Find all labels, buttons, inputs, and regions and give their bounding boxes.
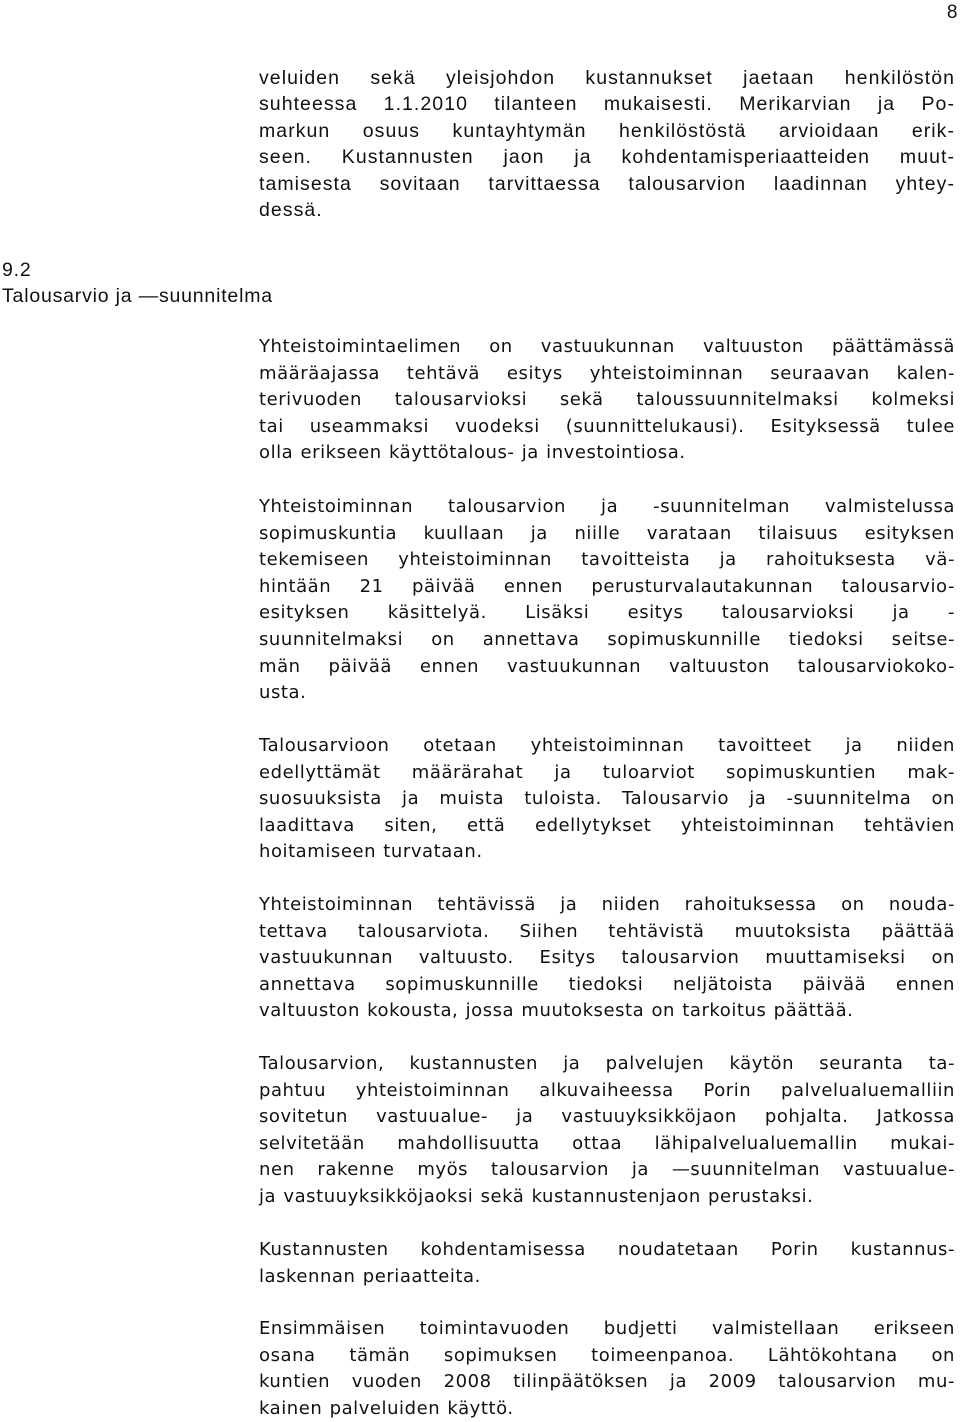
paragraph-line: osana tämän sopimuksen toimeenpanoa. Lähtökohtana on (259, 1344, 955, 1366)
paragraph-line: hoitamiseen turvataan. (259, 841, 483, 863)
paragraph-line: määräajassa tehtävä esitys yhteistoiminnan seuraavan kalen- (259, 362, 955, 384)
paragraph-line: annettava sopimuskunnille tiedoksi neljätoista päivää ennen (259, 973, 955, 995)
paragraph-line: tai useammaksi vuodeksi (suunnittelukausi). Esityksessä tulee (259, 415, 955, 437)
paragraph-line: suosuuksista ja muista tuloista. Talousarvio ja -suunnitelma on (259, 788, 955, 810)
paragraph-line: laskennan periaatteita. (259, 1265, 481, 1287)
section-title: Talousarvio ja —suunnitelma (2, 285, 273, 307)
paragraph-line: pahtuu yhteistoiminnan alkuvaiheessa Porin palvelualuemalliin (259, 1079, 955, 1101)
paragraph-line: esityksen käsittelyä. Lisäksi esitys talousarvioksi ja - (259, 602, 955, 624)
paragraph-line: kuntien vuoden 2008 tilinpäätöksen ja 2009 talousarvion mu- (259, 1371, 955, 1393)
paragraph-line: män päivää ennen vastuukunnan valtuuston talousarviokoko- (259, 655, 955, 677)
paragraph-line: valtuuston kokousta, jossa muutoksesta on tarkoitus päättää. (259, 1000, 854, 1022)
paragraph-line: Talousarvion, kustannusten ja palvelujen käytön seuranta ta- (259, 1053, 955, 1074)
paragraph-6 (259, 1237, 955, 1290)
paragraph-line: laadittava siten, että edellytykset yhteistoiminnan tehtävien (259, 814, 955, 836)
paragraph-3 (259, 733, 955, 866)
paragraph-line: tettava talousarviota. Siihen tehtävistä muutoksista päättää (259, 920, 955, 942)
paragraph-line: olla erikseen käyttötalous- ja investointiosa. (259, 442, 686, 464)
intro-line: tamisesta sovitaan tarvittaessa talousarvion laadinnan yhtey- (259, 172, 955, 195)
paragraph-line: sopimuskuntia kuullaan ja niille varataan tilaisuus esityksen (259, 522, 955, 544)
paragraph-5 (259, 1051, 955, 1211)
page-number: 8 (946, 2, 958, 23)
paragraph-1 (259, 334, 955, 467)
section-heading (2, 257, 273, 309)
paragraph-line: hintään 21 päivää ennen perusturvalautakunnan talousarvio- (259, 575, 955, 597)
intro-line: suhteessa 1.1.2010 tilanteen mukaisesti. Merikarvian ja Po- (259, 93, 955, 116)
intro-line: markun osuus kuntayhtymän henkilöstöstä arvioidaan erik- (259, 119, 955, 142)
paragraph-7 (259, 1316, 955, 1422)
paragraph-line: suunnitelmaksi on annettava sopimuskunnille tiedoksi seitse- (259, 628, 955, 650)
paragraph-line: tekemiseen yhteistoiminnan tavoitteista ja rahoituksesta vä- (259, 549, 955, 571)
paragraph-line: terivuoden talousarvioksi sekä taloussuunnitelmaksi kolmeksi (259, 389, 955, 411)
paragraph-line: Ensimmäisen toimintavuoden budjetti valmistellaan erikseen (259, 1318, 955, 1339)
paragraph-line: usta. (259, 682, 307, 704)
intro-line: veluiden sekä yleisjohdon kustannukset jaetaan henkilöstön (259, 67, 955, 89)
intro-paragraph (259, 65, 955, 223)
paragraph-line: Kustannusten kohdentamisessa noudatetaan Porin kustannus- (259, 1239, 955, 1260)
intro-line: seen. Kustannusten jaon ja kohdentamisperiaatteiden muut- (259, 146, 955, 169)
paragraph-line: kainen palveluiden käyttö. (259, 1397, 514, 1419)
intro-line: dessä. (259, 199, 323, 222)
paragraph-line: nen rakenne myös talousarvion ja —suunnitelman vastuualue- (259, 1159, 955, 1181)
paragraph-2 (259, 494, 955, 707)
paragraph-line: edellyttämät määrärahat ja tuloarviot sopimuskuntien mak- (259, 761, 955, 783)
paragraph-line: sovitetun vastuualue- ja vastuuyksikköjaon pohjalta. Jatkossa (259, 1106, 955, 1128)
paragraph-line: Yhteistoimintaelimen on vastuukunnan valtuuston päättämässä (259, 336, 955, 357)
paragraph-line: selvitetään mahdollisuutta ottaa lähipalvelualuemallin mukai- (259, 1132, 955, 1154)
paragraph-line: vastuukunnan valtuusto. Esitys talousarvion muuttamiseksi on (259, 947, 955, 969)
paragraph-line: ja vastuuyksikköjaoksi sekä kustannustenjaon perustaksi. (259, 1185, 814, 1207)
section-number: 9.2 (2, 259, 32, 281)
paragraph-line: Talousarvioon otetaan yhteistoiminnan tavoitteet ja niiden (259, 735, 955, 756)
paragraph-4 (259, 892, 955, 1025)
paragraph-line: Yhteistoiminnan talousarvion ja -suunnitelman valmistelussa (259, 496, 955, 517)
paragraph-line: Yhteistoiminnan tehtävissä ja niiden rahoituksessa on nouda- (259, 894, 955, 915)
